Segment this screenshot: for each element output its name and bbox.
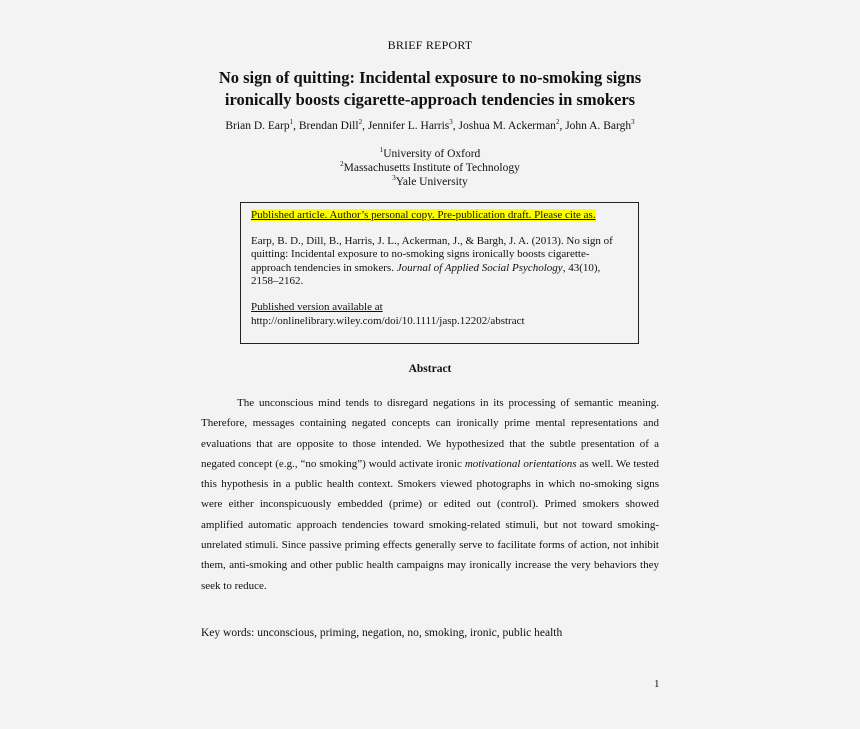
affiliation-list [0,147,860,189]
journal-name: Journal of Applied Social Psychology [396,261,563,274]
keywords: Key words: unconscious, priming, negation, no, smoking, ironic, public health [201,627,563,639]
author: Jennifer L. Harris$^3$, [367,118,459,132]
author: Brian D. Earp$^1$, [225,118,299,132]
abstract-text: The unconscious mind tends to disregard negations in its processing of semantic meaning. Therefore, messages containing negated concepts can ironically prime mental representations and evaluations that are opposite to those intended. We hypothesized that the subtle presentation of a negated concept (e.g., “no smoking”) would activate ironic motivational orientations as well. We tested this hypothesis in a public health context. Smokers viewed photographs in which no-smoking signs were either inconspicuously embedded (prime) or edited out (control). Primed smokers showed amplified automatic approach tendencies toward smoking-related stimuli, but not toward smoking-unrelated stimuli. Since passive priming effects generally serve to facilitate forms of action, not inhibit them, anti-smoking and other public health campaigns may ironically increase the very behaviors they seek to reduce. [201,397,659,592]
page-number: 1 [654,678,660,690]
author-list [0,120,860,132]
affiliation: $^1$University of Oxford [379,146,481,160]
citation-box [240,202,639,344]
citation-text: Earp, B. D., Dill, B., Harris, J. L., Ackerman, J., & Bargh, J. A. (2013). No sign of quitting: Incidental exposure to no-smoking signs ironically boosts cigarette-approach tendencies in smokers. Journal of Applied Social Psychology, 43(10), 2158–2162. [251,234,613,288]
author: Brendan Dill$^2$, [298,118,368,132]
published-version-label: Published version available at [251,300,383,313]
author: Joshua M. Ackerman$^2$, [458,118,566,132]
author: John A. Bargh$^3$ [565,118,635,132]
report-type-header: BRIEF REPORT [387,38,473,52]
abstract-heading: Abstract [408,363,452,375]
published-version-link[interactable]: http://onlinelibrary.wiley.com/doi/10.1111/jasp.12202/abstract [251,314,525,327]
copy-notice: Published article. Author’s personal copy. Pre-publication draft. Please cite as. [251,209,596,221]
affiliation: $^2$Massachusetts Institute of Technology [340,160,520,174]
affiliation: $^3$Yale University [392,174,468,188]
paper-title [0,67,860,111]
title-line-1: No sign of quitting: Incidental exposure to no-smoking signs [218,68,642,87]
title-line-2: ironically boosts cigarette-approach tendencies in smokers [224,90,636,109]
